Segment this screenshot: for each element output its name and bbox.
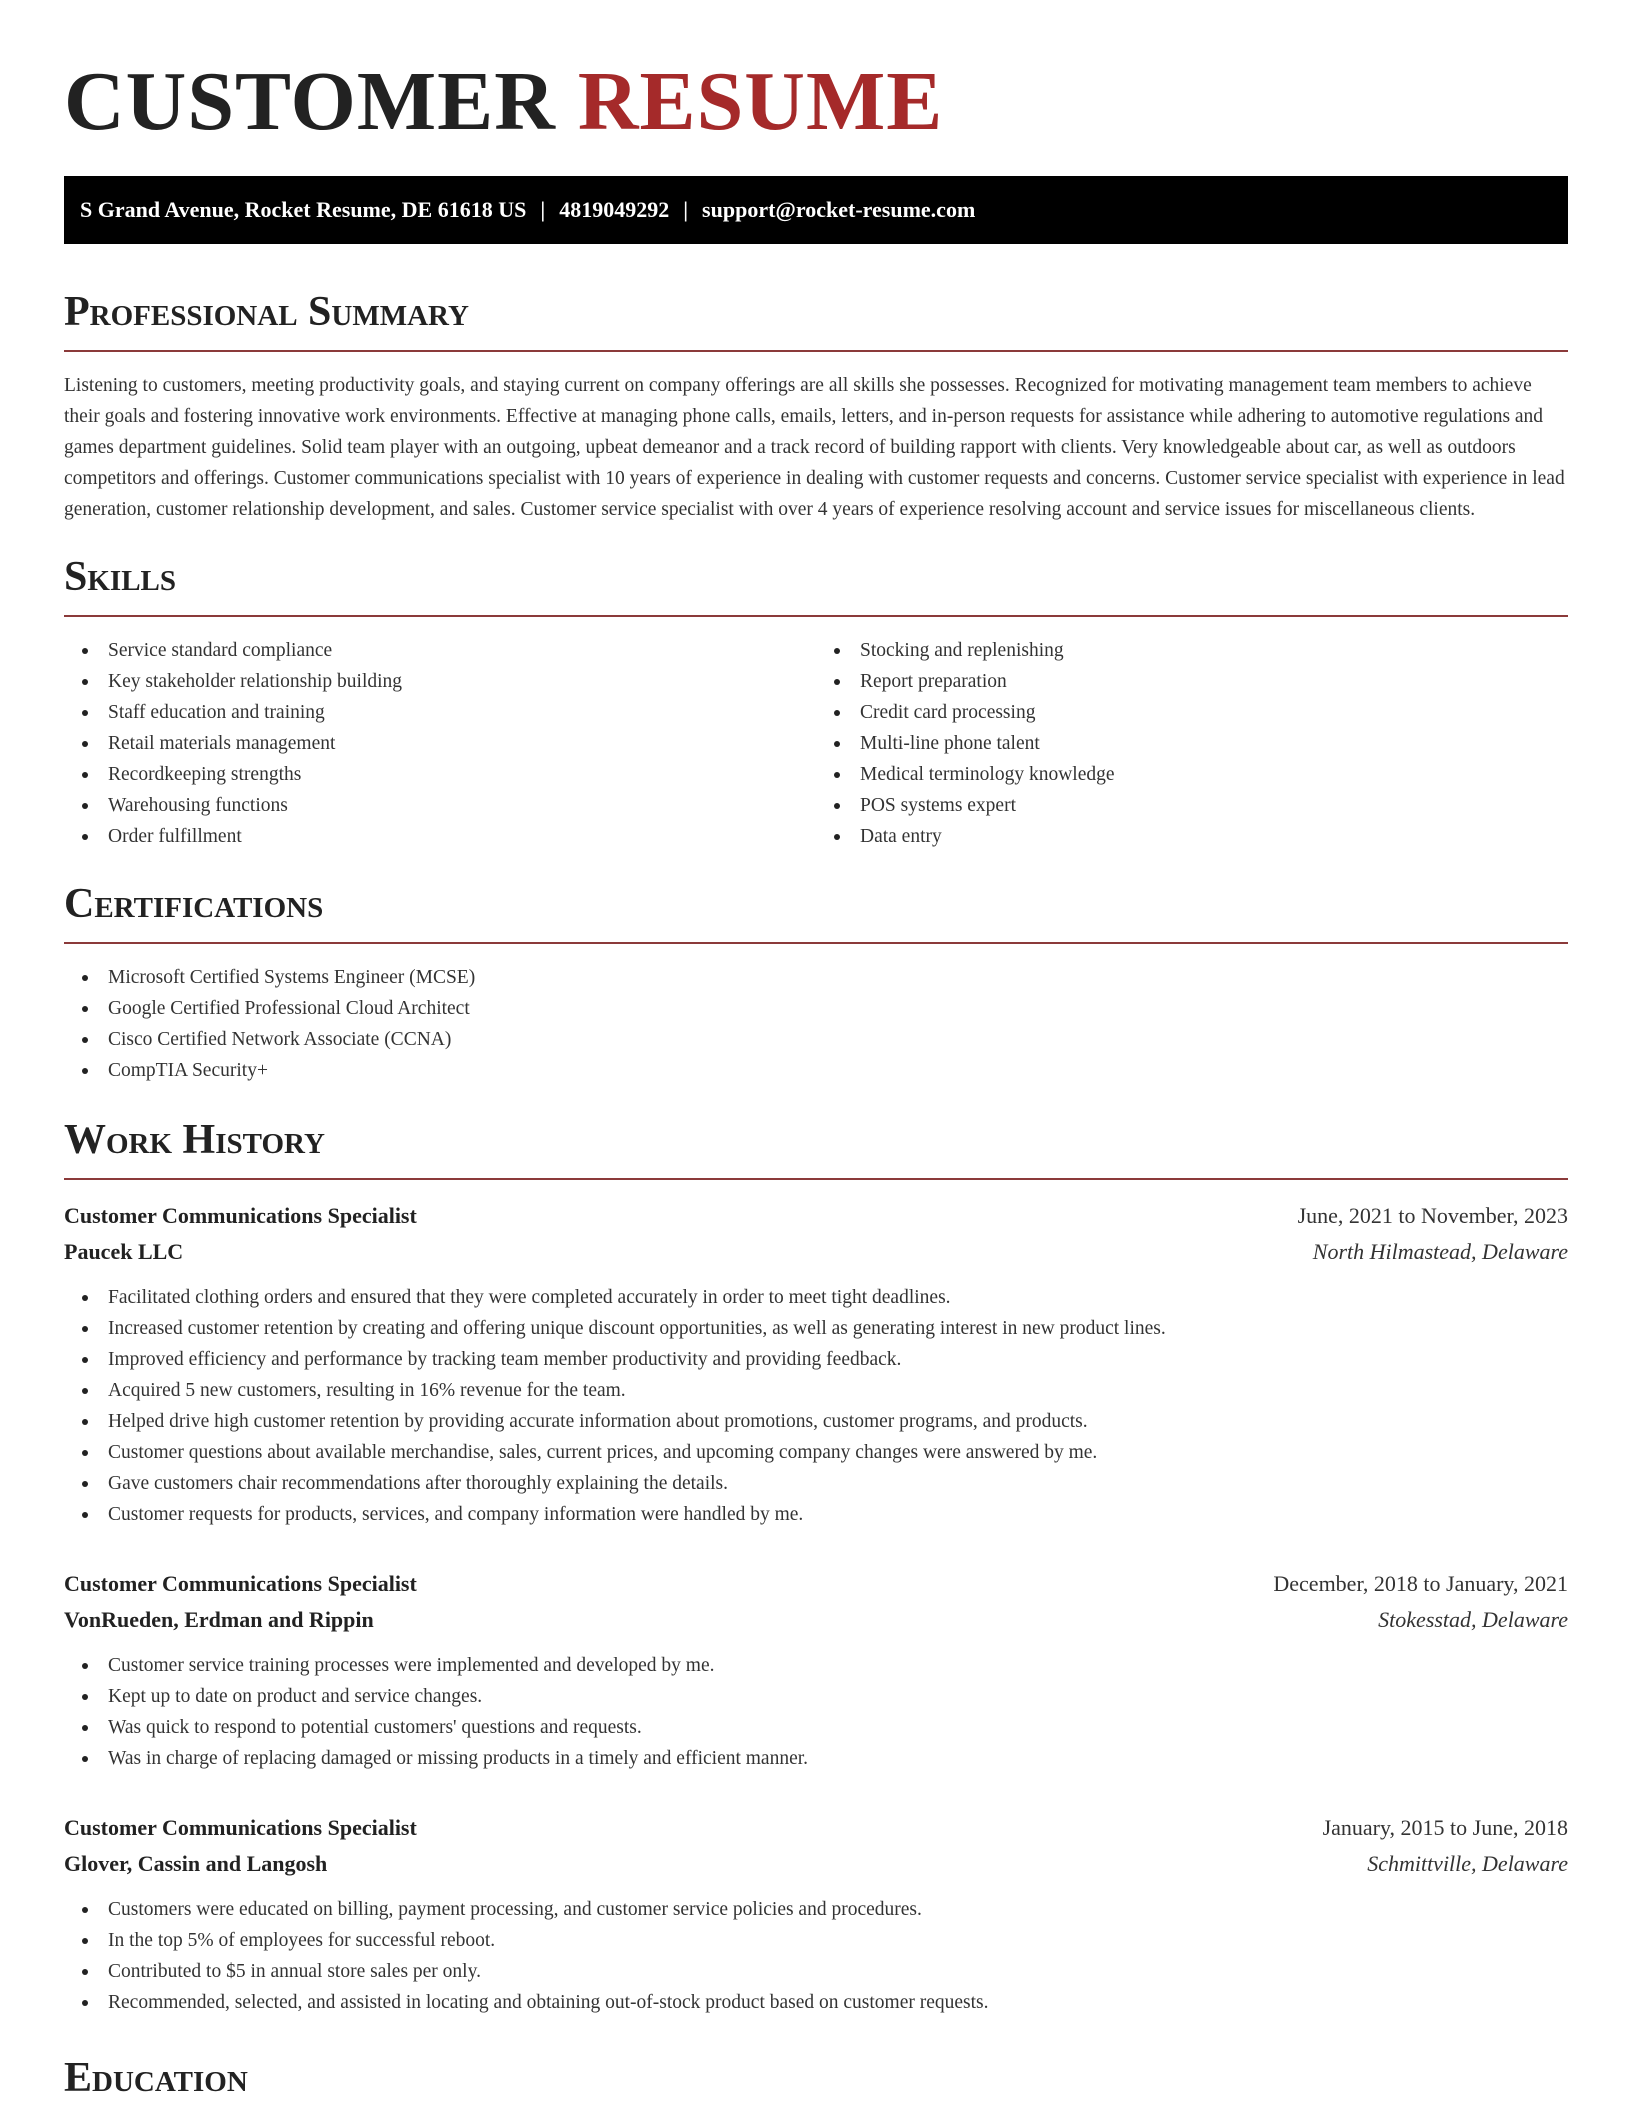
job-duty: Contributed to $5 in annual store sales per only.	[64, 1956, 1568, 1987]
contact-address: S Grand Avenue, Rocket Resume, DE 61618 US	[80, 197, 527, 222]
job-duty: Customers were educated on billing, payment processing, and customer service policies and procedures.	[64, 1894, 1568, 1925]
job-duty: In the top 5% of employees for successful reboot.	[64, 1925, 1568, 1956]
job-header-row	[64, 1810, 1568, 1846]
job-location: Stokesstad, Delaware	[1378, 1607, 1568, 1632]
skill-item: Credit card processing	[816, 697, 1568, 728]
job-duty: Was in charge of replacing damaged or missing products in a timely and efficient manner.	[64, 1743, 1568, 1774]
skill-item: Key stakeholder relationship building	[64, 666, 816, 697]
contact-separator: |	[683, 197, 689, 222]
work-history-heading: Work History	[64, 1116, 1568, 1180]
certifications-section	[64, 880, 1568, 1086]
job-dates: December, 2018 to January, 2021	[1273, 1571, 1568, 1596]
contact-email: support@rocket-resume.com	[702, 197, 976, 222]
job-location: North Hilmastead, Delaware	[1312, 1239, 1568, 1264]
job-header-row	[64, 1198, 1568, 1234]
education-heading: Education	[64, 2054, 1568, 2112]
skill-item: Multi-line phone talent	[816, 728, 1568, 759]
job-company: Glover, Cassin and Langosh	[64, 1851, 328, 1876]
certifications-heading: Certifications	[64, 880, 1568, 944]
skills-heading: Skills	[64, 553, 1568, 617]
job-duties-list	[64, 1894, 1568, 2018]
job-duty: Customer questions about available merchandise, sales, current prices, and upcoming company changes were answered by me.	[64, 1437, 1568, 1468]
skill-item: Stocking and replenishing	[816, 635, 1568, 666]
skills-list-right	[816, 635, 1568, 852]
skills-grid	[64, 635, 1568, 852]
job-duty: Facilitated clothing orders and ensured that they were completed accurately in order to meet tight deadlines.	[64, 1282, 1568, 1313]
job-duty: Customer requests for products, services, and company information were handled by me.	[64, 1499, 1568, 1530]
skill-item: POS systems expert	[816, 790, 1568, 821]
job-entry	[64, 1566, 1568, 1774]
job-dates: June, 2021 to November, 2023	[1297, 1203, 1568, 1228]
contact-bar	[64, 176, 1568, 244]
job-company-row	[64, 1234, 1568, 1270]
skill-item: Order fulfillment	[64, 821, 816, 852]
name-last: RESUME	[577, 55, 944, 148]
certification-item: CompTIA Security+	[64, 1055, 1568, 1086]
certifications-list	[64, 962, 1568, 1086]
job-company: VonRueden, Erdman and Rippin	[64, 1607, 374, 1632]
skill-item: Recordkeeping strengths	[64, 759, 816, 790]
job-duty: Recommended, selected, and assisted in locating and obtaining out-of-stock product based on customer requests.	[64, 1987, 1568, 2018]
education-section	[64, 2054, 1568, 2112]
certification-item: Cisco Certified Network Associate (CCNA)	[64, 1024, 1568, 1055]
skill-item: Warehousing functions	[64, 790, 816, 821]
job-company-row	[64, 1846, 1568, 1882]
skill-item: Report preparation	[816, 666, 1568, 697]
skill-item: Medical terminology knowledge	[816, 759, 1568, 790]
resume-name	[64, 52, 1568, 152]
job-duty: Helped drive high customer retention by providing accurate information about promotions, customer programs, and products.	[64, 1406, 1568, 1437]
job-duty: Increased customer retention by creating and offering unique discount opportunities, as well as generating interest in new product lines.	[64, 1313, 1568, 1344]
summary-text: Listening to customers, meeting productivity goals, and staying current on company offerings are all skills she possesses. Recognized for motivating management team members to achieve their goals and fostering innovative work environments. Effective at managing phone calls, emails, letters, and in-person requests for assistance while adhering to automotive regulations and games department guidelines. Solid team player with an outgoing, upbeat demeanor and a track record of building rapport with clients. Very knowledgeable about car, as well as outdoors competitors and offerings. Customer communications specialist with 10 years of experience in dealing with customer requests and concerns. Customer service specialist with experience in lead generation, customer relationship development, and sales. Customer service specialist with over 4 years of experience resolving account and service issues for miscellaneous clients.	[64, 375, 1565, 520]
job-header-row	[64, 1566, 1568, 1602]
name-first: CUSTOMER	[64, 55, 556, 148]
job-title: Customer Communications Specialist	[64, 1815, 417, 1840]
job-duties-list	[64, 1650, 1568, 1774]
job-title: Customer Communications Specialist	[64, 1571, 417, 1596]
certification-item: Google Certified Professional Cloud Architect	[64, 993, 1568, 1024]
job-title: Customer Communications Specialist	[64, 1203, 417, 1228]
job-duties-list	[64, 1282, 1568, 1530]
job-dates: January, 2015 to June, 2018	[1322, 1815, 1568, 1840]
job-duty: Gave customers chair recommendations after thoroughly explaining the details.	[64, 1468, 1568, 1499]
contact-phone: 4819049292	[559, 197, 670, 222]
skill-item: Service standard compliance	[64, 635, 816, 666]
job-duty: Was quick to respond to potential customers' questions and requests.	[64, 1712, 1568, 1743]
job-company: Paucek LLC	[64, 1239, 184, 1264]
job-duty: Improved efficiency and performance by tracking team member productivity and providing feedback.	[64, 1344, 1568, 1375]
skill-item: Retail materials management	[64, 728, 816, 759]
summary-heading: Professional Summary	[64, 288, 1568, 352]
work-history-section	[64, 1116, 1568, 2018]
summary-section	[64, 288, 1568, 525]
job-duty: Acquired 5 new customers, resulting in 16% revenue for the team.	[64, 1375, 1568, 1406]
skill-item: Data entry	[816, 821, 1568, 852]
job-company-row	[64, 1602, 1568, 1638]
job-duty: Customer service training processes were implemented and developed by me.	[64, 1650, 1568, 1681]
skills-list-left	[64, 635, 816, 852]
certification-item: Microsoft Certified Systems Engineer (MCSE)	[64, 962, 1568, 993]
job-entry	[64, 1810, 1568, 2018]
job-duty: Kept up to date on product and service changes.	[64, 1681, 1568, 1712]
skills-section	[64, 553, 1568, 852]
skill-item: Staff education and training	[64, 697, 816, 728]
contact-separator: |	[540, 197, 546, 222]
job-entry	[64, 1198, 1568, 1530]
job-location: Schmittville, Delaware	[1367, 1851, 1568, 1876]
